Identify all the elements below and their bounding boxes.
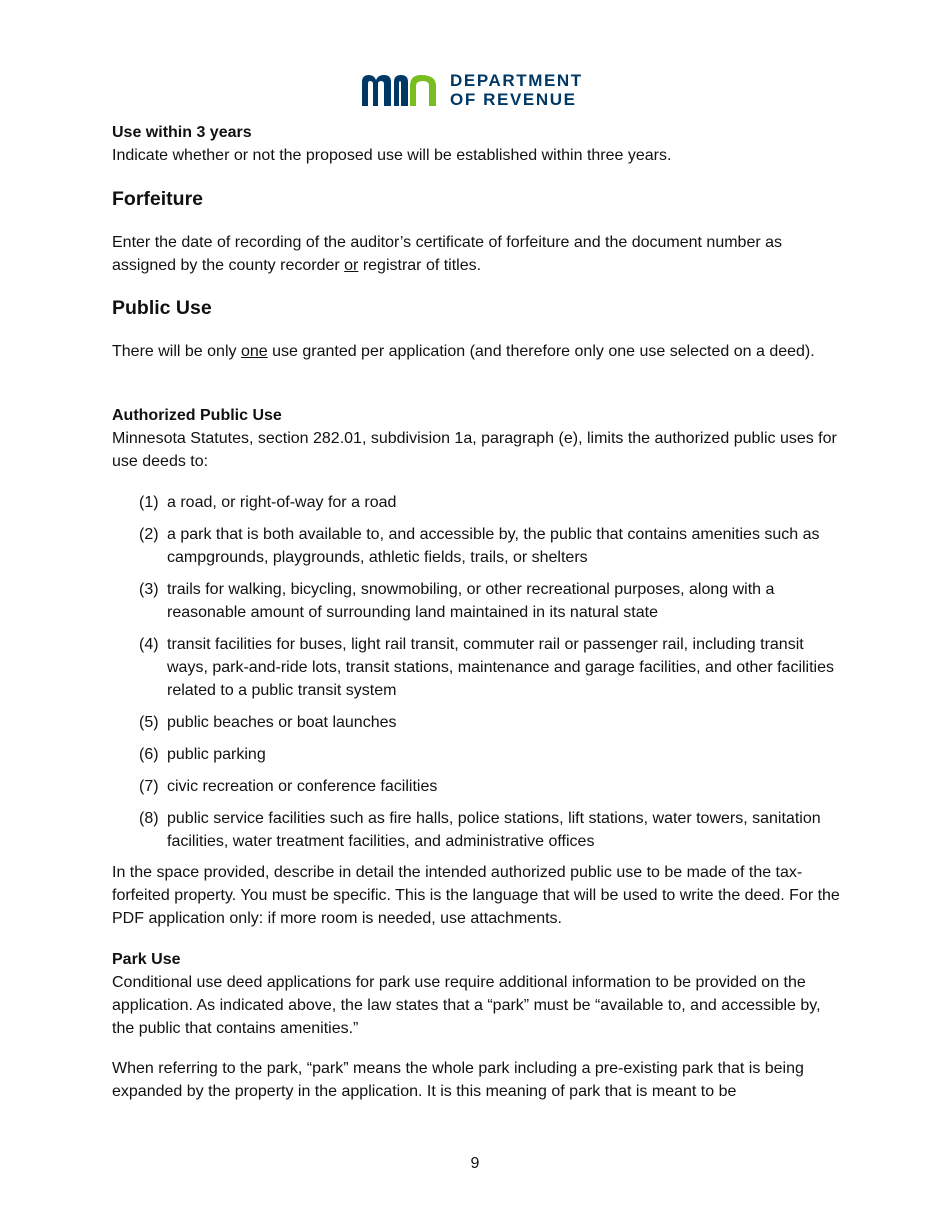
list-text: public service facilities such as fire halls, police stations, lift stations, water towers, sanitation facilities, water treatment facilities, and administrative offices [167, 810, 821, 850]
mn-revenue-logo [360, 70, 600, 110]
list-item [139, 711, 839, 734]
logo-line-2: OF REVENUE [450, 90, 577, 109]
list-text: public beaches or boat launches [167, 714, 397, 731]
use-within-body: Indicate whether or not the proposed use will be established within three years. [112, 147, 672, 164]
forfeiture-text-a: Enter the date of recording of the auditor’s certificate of forfeiture and the document number as assigned by the county recorder [112, 234, 783, 274]
list-text: civic recreation or conference facilities [167, 778, 438, 795]
public-use-text-a: There will be only [112, 343, 241, 360]
park-use-heading: Park Use [112, 951, 181, 968]
authorized-use-list [139, 491, 839, 862]
forfeiture-underline: or [344, 257, 359, 274]
forfeiture-heading: Forfeiture [112, 188, 204, 210]
list-item [139, 578, 839, 624]
use-within-section [112, 121, 842, 167]
list-number: (4) [139, 636, 159, 653]
authorized-heading: Authorized Public Use [112, 407, 282, 424]
list-text: a road, or right-of-way for a road [167, 494, 397, 511]
public-use-underline: one [240, 343, 268, 360]
authorized-section [112, 404, 842, 473]
public-use-body [112, 340, 842, 363]
list-item [139, 491, 839, 514]
list-number: (5) [139, 714, 159, 731]
public-use-heading: Public Use [112, 297, 212, 319]
list-item [139, 633, 839, 702]
park-use-body-2: When referring to the park, “park” means the whole park including a pre-existing park that is being expanded by the property in the application. It is this meaning of park that is meant to be [112, 1060, 804, 1100]
forfeiture-text-b: registrar of titles. [358, 257, 482, 274]
list-item [139, 743, 839, 766]
list-text: transit facilities for buses, light rail transit, commuter rail or passenger rail, including transit ways, park-and-ride lots, transit stations, maintenance and garage facilities, and other facilities related to a public transit system [167, 636, 835, 699]
list-text: trails for walking, bicycling, snowmobiling, or other recreational purposes, along with a reasonable amount of surrounding land maintained in its natural state [167, 581, 775, 621]
list-text: public parking [167, 746, 266, 763]
mn-logo-icon [360, 72, 438, 108]
list-text: a park that is both available to, and accessible by, the public that contains amenities such as campgrounds, playgrounds, athletic fields, trails, or shelters [167, 526, 820, 566]
logo-wordmark [450, 71, 583, 109]
list-number: (7) [139, 778, 159, 795]
list-number: (8) [139, 810, 159, 827]
authorized-after: In the space provided, describe in detail the intended authorized public use to be made of the tax-forfeited property. You must be specific. This is the language that will be used to write the deed. For the PDF application only: if more room is needed, use attachments. [112, 864, 840, 927]
list-number: (2) [139, 526, 159, 543]
list-item [139, 775, 839, 798]
list-number: (6) [139, 746, 159, 763]
authorized-body: Minnesota Statutes, section 282.01, subdivision 1a, paragraph (e), limits the authorized public uses for use deeds to: [112, 430, 837, 470]
list-number: (3) [139, 581, 159, 598]
public-use-text-b: use granted per application (and therefore only one use selected on a deed). [267, 343, 815, 360]
park-use-body-1: Conditional use deed applications for park use require additional information to be provided on the application. As indicated above, the law states that a “park” must be “available to, and accessible by, the public that contains amenities.” [112, 974, 821, 1037]
list-item [139, 523, 839, 569]
logo-line-1: DEPARTMENT [450, 71, 583, 90]
list-item [139, 807, 839, 853]
use-within-heading: Use within 3 years [112, 124, 252, 141]
page-number: 9 [470, 1155, 480, 1172]
list-number: (1) [139, 494, 159, 511]
park-use-section [112, 948, 842, 1040]
forfeiture-body [112, 231, 842, 277]
